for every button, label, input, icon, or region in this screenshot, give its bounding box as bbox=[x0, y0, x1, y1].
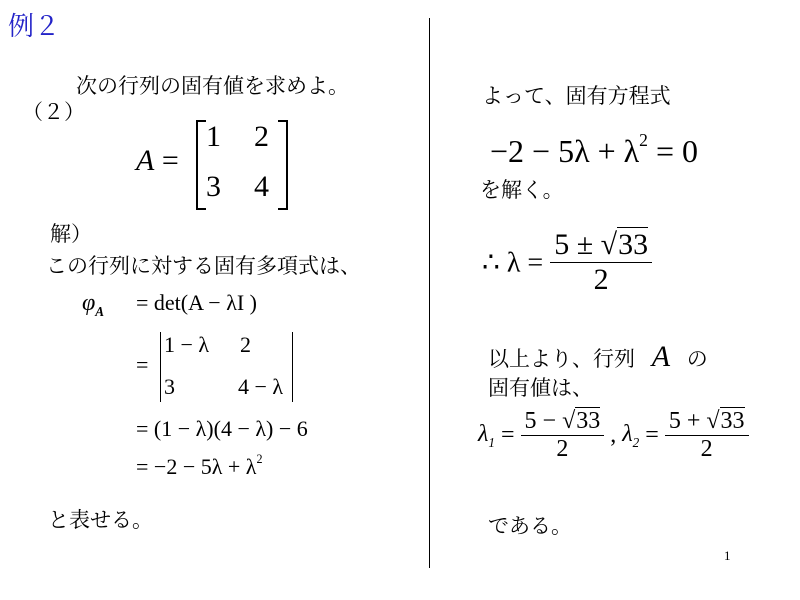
matrix-cell-21: 3 bbox=[206, 170, 221, 203]
poly-line-4: = $-2 - 5\lambda + \lambda^2$ bbox=[136, 452, 263, 479]
slide-title: 例２ bbox=[8, 12, 61, 42]
poly-line-3: = (1 − λ)(4 − λ) − 6 bbox=[136, 416, 308, 441]
problem-instruction: 次の行列の固有値を求めよ。 bbox=[76, 74, 349, 98]
matrix-label: A = bbox=[136, 144, 179, 177]
right-text-2: を解く。 bbox=[480, 178, 564, 202]
poly-line-1: = det(A − λI ) bbox=[136, 290, 258, 315]
matrix-left-bracket bbox=[196, 120, 206, 210]
characteristic-equation: $-2 - 5\lambda + \lambda^2 = 0$ bbox=[490, 130, 699, 169]
problem-number: （２） bbox=[22, 100, 85, 124]
det-cell-22: 4 − λ bbox=[238, 374, 284, 399]
conclusion: である。 bbox=[488, 514, 572, 538]
phi-symbol: $\varphi_A$ bbox=[82, 290, 105, 319]
column-divider bbox=[429, 18, 430, 568]
matrix-cell-12: 2 bbox=[254, 120, 269, 153]
matrix-right-bracket bbox=[278, 120, 288, 210]
det-equals: = bbox=[136, 352, 149, 377]
det-left-bar bbox=[160, 332, 161, 402]
right-text-1: よって、固有方程式 bbox=[482, 84, 671, 108]
solution-outro: と表せる。 bbox=[48, 508, 153, 532]
det-cell-21: 3 bbox=[164, 374, 175, 399]
page-number: 1 bbox=[724, 548, 731, 563]
det-cell-12: 2 bbox=[240, 332, 251, 357]
eigenvalues: $\lambda_1$ = $\frac{5 - √33}{2}$ , $\lambda_2$ = $\frac{5 + √33}{2}$ bbox=[478, 408, 749, 463]
solution-intro: この行列に対する固有多項式は、 bbox=[46, 254, 361, 278]
det-right-bar bbox=[292, 332, 293, 402]
right-text-3: 以上より、行列 A の bbox=[488, 340, 708, 373]
det-cell-11: 1 − λ bbox=[164, 332, 210, 357]
right-text-4: 固有値は、 bbox=[488, 376, 593, 400]
matrix-cell-11: 1 bbox=[206, 120, 221, 153]
solution-lambda: ∴ λ = $\frac{5 \pm √33}{2}$ bbox=[482, 228, 652, 297]
matrix-cell-22: 4 bbox=[254, 170, 269, 203]
solution-label: 解） bbox=[50, 222, 92, 246]
